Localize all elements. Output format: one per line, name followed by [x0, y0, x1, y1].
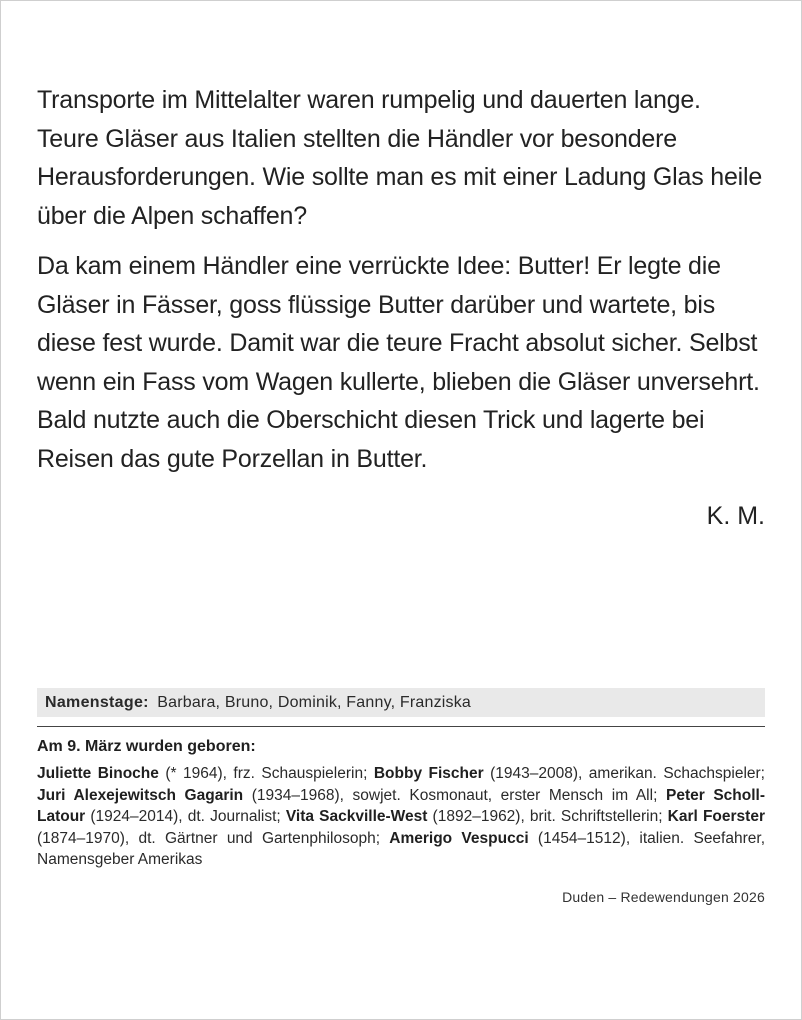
person-details: (1934–1968), sowjet. Kosmonaut, erster Mensch im All; [243, 786, 666, 804]
person-details: (1943–2008), amerikan. Schachspieler; [483, 765, 765, 782]
namenstage-label: Namenstage: [45, 694, 149, 711]
person-name: Juri Alexejewitsch Gagarin [37, 786, 244, 804]
person-details: (1924–2014), dt. Journalist; [85, 808, 286, 825]
person-name: Vita Sackville-West [285, 808, 428, 825]
author-initials: K. M. [706, 502, 765, 530]
person-name: Amerigo Vespucci [389, 829, 529, 847]
namenstage-names: Barbara, Bruno, Dominik, Fanny, Franziska [157, 694, 472, 711]
person-name: Peter Scholl-Latour [37, 786, 766, 825]
person-name: Bobby Fischer [373, 765, 484, 782]
story-paragraph-1: Transporte im Mittelalter waren rumpelig und dauerten lange. Teure Gläser aus Italien stellten die Händler vor besondere Herausforderungen. Wie sollte man es mit einer Ladung Glas heile über die Alpen schaffen? [37, 86, 763, 230]
person-details: (1454–1512), italien. Seefahrer, Namensgeber Amerikas [37, 829, 765, 868]
namenstage-bar [37, 688, 765, 717]
story-text [37, 81, 765, 478]
person-name: Juliette Binoche [37, 765, 159, 782]
person-details: (* 1964), frz. Schauspielerin; [158, 765, 374, 782]
section-divider [37, 726, 765, 727]
person-details: (1874–1970), dt. Gärtner und Gartenphilosoph; [37, 829, 390, 847]
source-credit: Duden – Redewendungen 2026 [562, 889, 765, 905]
person-details: (1892–1962), brit. Schriftstellerin; [427, 808, 668, 825]
births-list [37, 763, 765, 871]
person-name: Karl Foerster [667, 808, 765, 825]
story-paragraph-2: Da kam einem Händler eine verrückte Idee: Butter! Er legte die Gläser in Fässer, goss flüssige Butter darüber und wartete, bis diese fest wurde. Damit war die teure Fracht absolut sicher. Selbst wenn ein Fass vom Wagen kullerte, blieben die Gläser unversehrt. Bald nutzte auch die Oberschicht diesen Trick und lagerte bei Reisen das gute Porzellan in Butter. [37, 252, 760, 473]
births-heading: Am 9. März wurden geboren: [37, 738, 256, 755]
